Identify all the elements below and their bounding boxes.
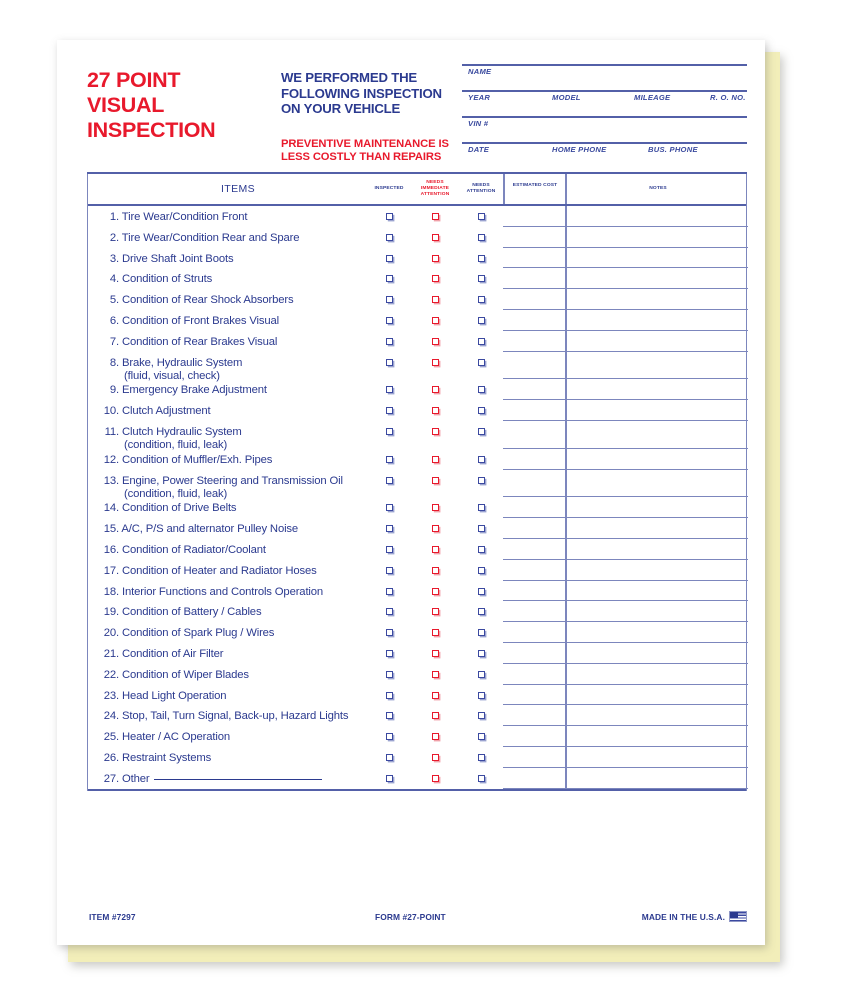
item-label: 24. Stop, Tail, Turn Signal, Back-up, Hazard Lights [88,710,366,723]
item-number: 27. [103,772,119,785]
checkbox-cell [366,710,412,719]
checkbox-cell [458,336,504,345]
checkbox-needs-attention[interactable] [478,213,485,220]
checkbox-cell [458,690,504,699]
checkbox-cell [458,405,504,414]
item-label: 11. Clutch Hydraulic System (condition, fluid, leak) [88,426,366,453]
table-column-headers [88,174,746,206]
item-number: 8. [109,356,119,369]
column-header-needs-attention: NEEDS ATTENTION [466,183,496,195]
column-header-estimated-cost: ESTIMATED COST [512,183,558,188]
checkbox-cell [366,731,412,740]
field-row-vehicle [462,90,747,116]
item-number: 1. [109,211,119,223]
checkbox-needs-immediate-attention[interactable] [432,407,439,414]
item-number: 20. [103,627,119,640]
checkbox-cell [458,426,504,435]
vehicle-info-fields [462,64,747,168]
checkbox-needs-immediate-attention[interactable] [432,296,439,303]
checkbox-cell [458,565,504,574]
checkbox-cell [366,606,412,615]
checkbox-cell [458,315,504,324]
table-row [88,685,746,706]
item-label: 10. Clutch Adjustment [88,405,366,418]
checkbox-cell [458,273,504,282]
item-label: 16. Condition of Radiator/Coolant [88,544,366,557]
checkbox-cell [366,454,412,463]
checkbox-needs-immediate-attention[interactable] [432,650,439,657]
field-label-vin: VIN # [468,118,489,128]
item-label: 2. Tire Wear/Condition Rear and Spare [88,232,366,245]
checkbox-needs-attention[interactable] [478,255,485,262]
checkbox-needs-attention[interactable] [478,567,485,574]
footer-form-number: FORM #27-POINT [375,912,446,922]
checkbox-cell [366,565,412,574]
column-divider-cost [503,174,505,204]
checkbox-cell [412,315,458,324]
checkbox-cell [366,586,412,595]
checkbox-needs-attention[interactable] [478,296,485,303]
checkbox-needs-immediate-attention[interactable] [432,317,439,324]
table-row [88,449,746,470]
performed-statement: WE PERFORMED THE FOLLOWING INSPECTION ON YOUR VEHICLE [281,70,442,117]
item-label: 6. Condition of Front Brakes Visual [88,315,366,328]
checkbox-needs-immediate-attention[interactable] [432,712,439,719]
checkbox-cell [412,211,458,220]
checkbox-needs-immediate-attention[interactable] [432,692,439,699]
table-row [88,622,746,643]
item-number: 19. [103,606,119,619]
checkbox-cell [458,357,504,366]
checkbox-needs-attention[interactable] [478,525,485,532]
column-header-items: ITEMS [220,183,256,195]
checkbox-cell [366,627,412,636]
item-label: 14. Condition of Drive Belts [88,502,366,515]
checkbox-inspected[interactable] [386,213,393,220]
inspection-form-sheet [57,40,765,945]
item-label: 17. Condition of Heater and Radiator Hoses [88,565,366,578]
checkbox-needs-immediate-attention[interactable] [432,338,439,345]
checkbox-inspected[interactable] [386,712,393,719]
checkbox-cell [366,294,412,303]
checkbox-cell [412,384,458,393]
checkbox-needs-attention[interactable] [478,386,485,393]
checkbox-needs-immediate-attention[interactable] [432,234,439,241]
checkbox-inspected[interactable] [386,428,393,435]
checkbox-cell [458,669,504,678]
checkbox-needs-attention[interactable] [478,504,485,511]
checkbox-needs-attention[interactable] [478,359,485,366]
checkbox-needs-immediate-attention[interactable] [432,525,439,532]
checkbox-needs-attention[interactable] [478,775,485,782]
table-row [88,581,746,602]
checkbox-inspected[interactable] [386,754,393,761]
checkbox-needs-immediate-attention[interactable] [432,608,439,615]
checkbox-cell [412,426,458,435]
item-label: 21. Condition of Air Filter [88,648,366,661]
title-line-2: VISUAL [87,93,165,117]
checkbox-needs-immediate-attention[interactable] [432,359,439,366]
checkbox-cell [458,523,504,532]
item-number: 10. [103,405,119,418]
checkbox-cell [458,454,504,463]
checkbox-needs-attention[interactable] [478,588,485,595]
checkbox-needs-attention[interactable] [478,608,485,615]
checkbox-cell [412,273,458,282]
item-number: 16. [103,543,119,556]
item-label: 25. Heater / AC Operation [88,731,366,744]
table-row [88,664,746,685]
form-header [87,60,747,172]
table-row [88,331,746,352]
item-label: 26. Restraint Systems [88,752,366,765]
checkbox-inspected[interactable] [386,567,393,574]
checkbox-cell [366,273,412,282]
item-number: 25. [103,731,119,744]
checkbox-cell [458,731,504,740]
table-row [88,268,746,289]
footer-item-number: ITEM #7297 [89,912,136,922]
checkbox-inspected[interactable] [386,477,393,484]
table-row [88,560,746,581]
checkbox-cell [412,710,458,719]
checkbox-cell [412,586,458,595]
checkbox-needs-attention[interactable] [478,650,485,657]
checkbox-inspected[interactable] [386,338,393,345]
checkbox-cell [458,586,504,595]
title-line-3: INSPECTION [87,118,216,142]
item-number: 6. [109,314,119,327]
table-row [88,726,746,747]
checkbox-cell [366,426,412,435]
field-row-name [462,64,747,90]
field-label-date: DATE [468,144,490,154]
table-row [88,539,746,560]
checkbox-cell [412,336,458,345]
checkbox-needs-immediate-attention[interactable] [432,275,439,282]
item-label: 15. A/C, P/S and alternator Pulley Noise [88,523,366,536]
checkbox-needs-immediate-attention[interactable] [432,671,439,678]
item-label: 22. Condition of Wiper Blades [88,669,366,682]
checkbox-needs-attention[interactable] [478,712,485,719]
table-row [88,747,746,768]
table-bottom-rule [88,789,746,791]
checkbox-cell [458,648,504,657]
checkbox-cell [412,731,458,740]
item-number: 15. [103,523,119,536]
item-number: 9. [109,384,119,397]
item-number: 7. [109,335,119,348]
checkbox-inspected[interactable] [386,234,393,241]
checkbox-cell [366,502,412,511]
item-label: 13. Engine, Power Steering and Transmission Oil (condition, fluid, leak) [88,475,366,502]
checkbox-needs-immediate-attention[interactable] [432,504,439,511]
table-row [88,310,746,331]
field-row-contact [462,142,747,168]
table-row [88,601,746,622]
checkbox-inspected[interactable] [386,275,393,282]
checkbox-inspected[interactable] [386,296,393,303]
item-label: 1. Tire Wear/Condition Front [88,211,366,224]
item-number: 3. [109,252,119,265]
checkbox-needs-attention[interactable] [478,629,485,636]
checkbox-inspected[interactable] [386,386,393,393]
item-number: 2. [109,231,119,244]
field-label-home-phone: HOME PHONE [552,144,607,154]
checkbox-needs-attention[interactable] [478,407,485,414]
checkbox-needs-attention[interactable] [478,733,485,740]
field-label-mileage: MILEAGE [634,92,671,102]
checkbox-cell [366,544,412,553]
checkbox-cell [412,475,458,484]
checkbox-needs-attention[interactable] [478,428,485,435]
checkbox-needs-immediate-attention[interactable] [432,386,439,393]
checkbox-inspected[interactable] [386,692,393,699]
form-footer [87,912,747,934]
item-number: 17. [103,564,119,577]
checkbox-cell [458,544,504,553]
preventive-maintenance-note: PREVENTIVE MAINTENANCE IS LESS COSTLY THAN REPAIRS [281,138,449,163]
item-label: 12. Condition of Muffler/Exh. Pipes [88,454,366,467]
column-divider-notes [565,174,567,204]
checkbox-needs-attention[interactable] [478,754,485,761]
item-sublabel: (fluid, visual, check) [124,369,220,382]
item-sublabel: (condition, fluid, leak) [124,487,228,500]
checkbox-needs-immediate-attention[interactable] [432,546,439,553]
checkbox-inspected[interactable] [386,671,393,678]
checkbox-cell [366,773,412,782]
checkbox-cell [458,211,504,220]
checkbox-cell [366,357,412,366]
checkbox-cell [412,454,458,463]
item-label: 5. Condition of Rear Shock Absorbers [88,294,366,307]
item-number: 23. [103,689,119,702]
item-label: 4. Condition of Struts [88,273,366,286]
checkbox-inspected[interactable] [386,504,393,511]
item-number: 14. [103,502,119,515]
checkbox-cell [412,405,458,414]
table-row [88,227,746,248]
checkbox-needs-immediate-attention[interactable] [432,733,439,740]
checkbox-cell [458,627,504,636]
checkbox-cell [412,690,458,699]
field-label-name: NAME [468,66,492,76]
checkbox-needs-attention[interactable] [478,275,485,282]
checkbox-cell [412,773,458,782]
checkbox-needs-immediate-attention[interactable] [432,629,439,636]
item-label: 27. Other [88,773,366,786]
checkbox-inspected[interactable] [386,608,393,615]
table-row [88,248,746,269]
checkbox-cell [458,773,504,782]
checkbox-needs-attention[interactable] [478,317,485,324]
checkbox-cell [412,606,458,615]
us-flag-icon [729,911,747,922]
table-row [88,497,746,518]
checkbox-cell [458,475,504,484]
checkbox-cell [366,405,412,414]
checkbox-cell [366,669,412,678]
checkbox-cell [366,523,412,532]
checkbox-inspected[interactable] [386,525,393,532]
checkbox-inspected[interactable] [386,255,393,262]
checkbox-cell [458,384,504,393]
checkbox-needs-immediate-attention[interactable] [432,588,439,595]
checkbox-cell [412,523,458,532]
checkbox-inspected[interactable] [386,650,393,657]
table-row [88,400,746,421]
checkbox-cell [412,357,458,366]
checkbox-cell [412,752,458,761]
column-header-needs-immediate: NEEDS IMMEDIATE ATTENTION [420,180,450,198]
item-number: 26. [103,751,119,764]
checkbox-needs-attention[interactable] [478,692,485,699]
checkbox-cell [412,627,458,636]
checkbox-needs-immediate-attention[interactable] [432,775,439,782]
checkbox-cell [412,648,458,657]
checkbox-cell [458,606,504,615]
item-number: 21. [103,647,119,660]
item-number: 22. [103,668,119,681]
checkbox-inspected[interactable] [386,546,393,553]
checkbox-cell [458,294,504,303]
checkbox-cell [412,253,458,262]
field-rule [462,64,747,66]
table-row [88,470,746,498]
checkbox-cell [458,232,504,241]
checkbox-cell [412,502,458,511]
item-number: 13. [103,474,119,487]
checkbox-cell [412,565,458,574]
field-label-ro-no: R. O. NO. [710,92,746,102]
item-label: 20. Condition of Spark Plug / Wires [88,627,366,640]
item-number: 4. [109,273,119,286]
item-number: 5. [109,294,119,307]
item-number: 24. [103,710,119,723]
checkbox-inspected[interactable] [386,456,393,463]
table-row [88,289,746,310]
checkbox-cell [412,669,458,678]
field-label-model: MODEL [552,92,581,102]
checkbox-cell [366,690,412,699]
checkbox-cell [366,232,412,241]
column-header-notes: NOTES [649,186,667,191]
title-line-1: 27 POINT [87,68,181,92]
table-row [88,518,746,539]
field-label-bus-phone: BUS. PHONE [648,144,698,154]
checkbox-inspected[interactable] [386,588,393,595]
item-label: 3. Drive Shaft Joint Boots [88,253,366,266]
table-row [88,421,746,452]
checkbox-cell [366,336,412,345]
item-number: 18. [103,585,119,598]
form-title [87,68,265,143]
checkbox-needs-immediate-attention[interactable] [432,754,439,761]
item-label: 7. Condition of Rear Brakes Visual [88,336,366,349]
checkbox-cell [458,502,504,511]
checkbox-cell [366,648,412,657]
column-header-inspected: INSPECTED [374,186,404,191]
inspection-rows [88,206,746,789]
checkbox-inspected[interactable] [386,733,393,740]
item-label: 23. Head Light Operation [88,690,366,703]
field-row-vin [462,116,747,142]
field-rule [462,142,747,144]
item-label: 19. Condition of Battery / Cables [88,606,366,619]
checkbox-cell [366,752,412,761]
table-row [88,705,746,726]
table-row [88,352,746,380]
field-label-year: YEAR [468,92,491,102]
item-number: 12. [103,453,119,466]
checkbox-cell [412,294,458,303]
checkbox-needs-attention[interactable] [478,234,485,241]
checkbox-inspected[interactable] [386,775,393,782]
table-row [88,643,746,664]
item-number: 11. [104,425,119,438]
write-in-line[interactable] [154,779,322,780]
inspection-table [87,174,747,791]
table-row [88,379,746,400]
checkbox-cell [412,544,458,553]
field-rule [462,116,747,118]
checkbox-needs-immediate-attention[interactable] [432,477,439,484]
checkbox-cell [458,752,504,761]
checkbox-needs-attention[interactable] [478,338,485,345]
footer-made-in-usa: MADE IN THE U.S.A. [641,912,725,922]
checkbox-cell [366,253,412,262]
checkbox-needs-immediate-attention[interactable] [432,428,439,435]
checkbox-needs-immediate-attention[interactable] [432,567,439,574]
checkbox-cell [412,232,458,241]
item-label: 9. Emergency Brake Adjustment [88,384,366,397]
checkbox-needs-attention[interactable] [478,477,485,484]
checkbox-needs-immediate-attention[interactable] [432,213,439,220]
table-row [88,768,746,789]
checkbox-inspected[interactable] [386,407,393,414]
checkbox-cell [366,211,412,220]
checkbox-cell [366,315,412,324]
checkbox-needs-attention[interactable] [478,456,485,463]
checkbox-cell [458,253,504,262]
field-rule [462,90,747,92]
checkbox-needs-immediate-attention[interactable] [432,456,439,463]
checkbox-cell [366,475,412,484]
checkbox-cell [366,384,412,393]
checkbox-inspected[interactable] [386,359,393,366]
item-label: 8. Brake, Hydraulic System (fluid, visual, check) [88,357,366,384]
item-sublabel: (condition, fluid, leak) [124,439,228,452]
checkbox-inspected[interactable] [386,317,393,324]
table-row [88,206,746,227]
checkbox-cell [458,710,504,719]
checkbox-needs-attention[interactable] [478,546,485,553]
checkbox-needs-attention[interactable] [478,671,485,678]
checkbox-needs-immediate-attention[interactable] [432,255,439,262]
item-label: 18. Interior Functions and Controls Operation [88,586,366,599]
checkbox-inspected[interactable] [386,629,393,636]
